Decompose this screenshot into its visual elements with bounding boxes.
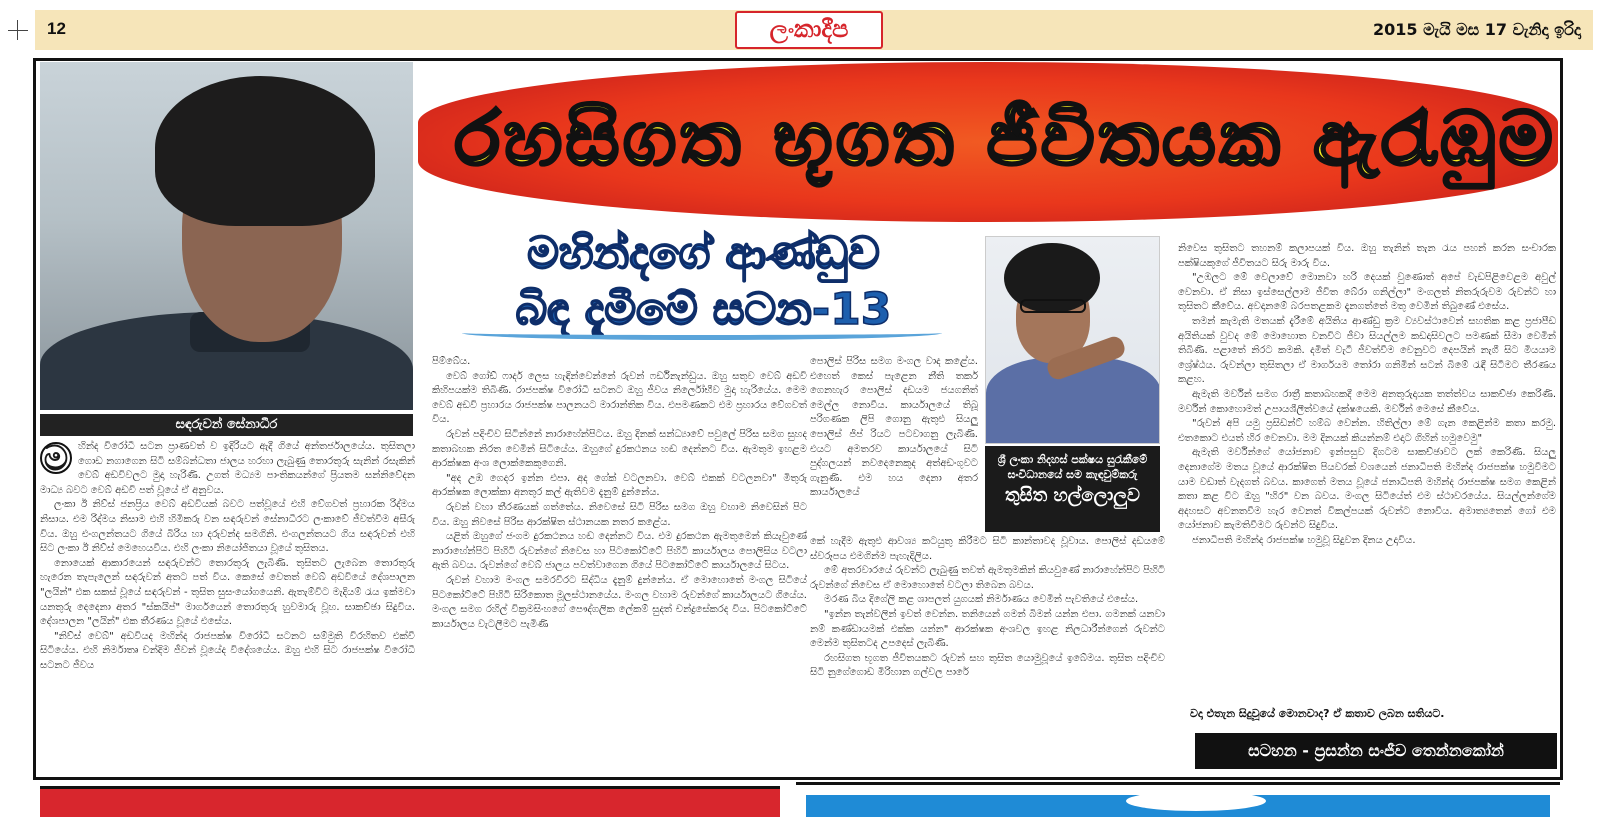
page-number: 12 xyxy=(47,19,66,38)
paragraph: පොලිස් පිරිස සමග මංගල වාද කළේය. එහෙත් කෙස් පැළෙන නීති තර්ක ගෙනහැර පොලිස් දඩයම ජයගනිත් මෙල්ල නොවීය. කාර්යාලයේ තිබූ පරිගණක ලිපි ගොනු ඇතුළු සියලු පොලිස් ජිප් රියට පටවාගනු ලැබිණි. එයට අමතරව කාර්යාලයේ සිටි පුද්ගලයන් නවදෙනෙකුද අත්අඩංගුවට ගැනුණි. එම හය දෙනා අතර කාර්යාලයේ xyxy=(810,356,978,499)
subheadline-line-2: බිඳ දැමීමේ සටන-13 xyxy=(515,284,892,335)
page-header xyxy=(35,10,1593,50)
paragraph: ඇමැති මර්වින්ගේ යෝජනාව ඉන්පසුව දිගටම සාකච්ඡාවට ලක් කෙරිණි. සියලු දෙනාගේම මතය වූයේ ආරක්ෂිත පියවරක් වශයෙන් ජනාධිපති මහින්ද රාජපක්ෂ හමුවීමට යාම වඩාත් වැදගත් බවය. කාගෙත් මතය වූයේ ජනාධිපති මහින්ද රාජපක්ෂ සමග කෙළින් කතා කළ විට ඔහු "හිර" වන බවය. මංගල සිටියේත් එම ස්ථාවරයේය. සියල්ලන්ගේම අදහසට අවනතවීම හැර වෙනත් විකල්පයක් රුවන්ට නොවීය. අමාත්‍යතෙන් ගෝ එම යෝජනාව කැමතිවීමට රුවන්ට සිදුවිය. xyxy=(1178,447,1556,532)
article-column-4 xyxy=(1178,242,1556,728)
paragraph: රුවන් වහාම මංගල සමරවීරට සිද්ධිය දැනුම් දුන්නේය. ඒ මොහොතේ මංගල සිටියේ පිටකෝට්ටේ පිහිටි සිරිකොත මූලස්ථානයේය. මංගල වහාම රුවන්ගේ කාර්යාලයට ගියේය. මංගල සමග රහිල් වික්‍රමසිංහගේ පෞද්ගලික ලේකම් සුදත් චන්ද්‍රසේකරද විය. පිටකෝට්ටේ කාර්යාලය වැටලීමට පැමිණි xyxy=(432,574,807,630)
issue-date: 2015 මැයි මස 17 වැනිදා ඉරිදා xyxy=(1373,20,1581,39)
paragraph: පිම්බේය. xyxy=(432,356,471,367)
article-conclusion: වදා එතැන සිදුවූයේ මොනවාද? ඒ කතාව ලබන සතියට. xyxy=(1190,707,1445,720)
paragraph: යළිත් ඔහුගේ ජංගම දුරකථනය හඬ දෙන්නට විය. එම දුරකථන ඇමතුමෙන් කියැවුණේ නාරාහේන්පිට පිහිටි රුවන්ගේ නිවෙස හා පිටකෝට්ටේ පිහිටි කාර්යාලය පොලිසිය වටලා ඇති බවය. රුවන්ගේ වෙබ් ජාලය පවත්වාගෙන ගියේ පිටකෝට්ටේ කාර්යාලයේ සිටය. xyxy=(432,531,807,572)
article-column-2 xyxy=(432,355,807,778)
newspaper-logo: ලංකාදීප xyxy=(735,11,883,49)
photo-caption-right xyxy=(985,446,1160,532)
article-column-3-top xyxy=(810,355,978,532)
subheadline-line-1: මහින්දගේ ආණ්ඩුව xyxy=(527,228,880,279)
paragraph: මේ අතරවාරයේ රුවන්ට ලැබුණු තවත් ඇමතුමකින් කියවුණේ නාරාහේන්පිට පිහිටි රුවන්ගේ නිවෙස ඒ මොහොතේ වටලා තිබෙන බවය. xyxy=(810,565,1165,591)
crop-mark xyxy=(8,20,28,40)
paragraph: රුවන් පදිංචිව සිටින්නේ නාරාහේන්පිටය. ඔහු දිනක් සන්ධ්‍යාවේ පවුලේ පිරිස සමග සුහද කතාබහක නිරත වෙමින් සිටියේය. ඔහුගේ දුරකථනය හඬ දෙන්නට විය. ඇමතුම ඉහළම ආරක්ෂක අංශ ලොක්කෙකුගෙනි. xyxy=(432,428,807,470)
article-column-1 xyxy=(40,440,415,778)
paragraph: හින්ද විරෝධී සටන ප්‍රාණවත් ව ඉදිරියට ඇදී ගියේ අන්තර්ජාලයේය. තුසිතලා ගොඩ නගාගෙන සිටි සම්බන්ධතා ජාලය හරහා ලැබුණු තොරතුරු සැනින් රසැකින් වෙබ් අඩවිවලට මුදා හැරිණි. උගත් මධ්‍යම පාංතිකයන්ගේ ප්‍රියතම සන්නිවේදන මාධ්‍ය බවට වෙබ් අඩවි පත් වූයේ ඒ අනුවය. xyxy=(40,441,415,496)
portrait-photo-left xyxy=(40,62,413,410)
paragraph: ලංකා ඊ නිව්ස් ජනප්‍රිය වෙබ් අඩවියක් බවට පත්වූයේ එහි වේගවත් ප්‍රහාරක රිද්මය නිසාය. එම රිද්මය නිසාම එහි හිමිකරු වන සඳරුවන් සේනාධීරට ලංකාවේ ජීවත්වීම අසීරු විය. ඔහු එංගලන්තයට ගියේ බිරිය හා දරුවන්ද සමගිනි. එංගලන්තයට ගිය සඳරුවන් එහි සිට ලංකා ඊ නිව්ස් මෙහෙයවීය. එහි ලංකා නියෝජිතයා වූයේ තුසිතය. xyxy=(40,499,415,555)
caption-name: තුසිත හල්ලොලුව xyxy=(1005,485,1140,506)
caption-role: ශ්‍රී ලංකා නිදහස් පක්ෂය සුරැකීමේ සංවිධානයේ සම කැඳවුම්කරු xyxy=(997,453,1148,481)
photo-caption-left: සඳරුවන් සේනාධීර xyxy=(40,414,413,436)
paragraph: "උඹලට මේ වෙලාවේ මොනවා හරි දෙයක් වුණොත් අපේ වැඩපිළිවෙළම අවුල් වෙනවා. ඒ නිසා ඉස්සෙල්ලාම ජීවිත බේරා ගනිල්ලා" මංගලත් නිතරුරුවම රුවන්ට හා තුසිතට කීවේය. අවදානමේ බරපතළකම දැනගත්තේ මතු වෙමින් තිබුණේ එසේය. xyxy=(1178,272,1556,313)
paragraph: රහසිගත භූගත ජීවිතයකට රුවන් සහ තුසිත යොමුවූයේ ඉබේමය. තුසිත පදිංචිව සිටි නුගේගොඩ මිරිහාන ගල්වල පාරේ xyxy=(810,652,1165,679)
article-column-3-bottom xyxy=(810,535,1165,778)
paragraph: වෙබ් ගෝඩ් ෆාදර් ලෙස හැඳින්වෙන්නේ රුවන් ෆර්ඩිනැන්ඩුය. ඔහු සතුව වෙබ් අඩවි කිහිපයක්ම තිබිණි. රාජපක්ෂ විරෝධී සටනට ඔහු ජීවය නිර්ලෝභීව මුදා හැරියේය. මෙම වෙබ් අඩවි ප්‍රහාරය රාජපක්ෂ පාලනයට මාරාන්තික විය. එපමණකට එම ප්‍රහාරය වේගවත් විය. xyxy=(432,370,807,426)
paragraph: ඇමැති මර්වින් සමග රාත්‍රී කතාබහකදී මෙම අනතුරුදායක තත්ත්වය සාකච්ඡා කෙරිණි. මර්වින් කොහොමත් උපායශීලීත්වයේ දක්ෂයෙකි. මර්වින් මෙසේ කීවේය. xyxy=(1178,388,1556,415)
paragraph: "අද උඹ ගෙදර ඉන්න එපා. අද ගේක් වටලනවා. වෙබ් එකක් වටලනවා" මිතුරු ආරක්ෂක ලොක්කා අනතුර කල් ඇතිවම දැනුම් දුන්නේය. xyxy=(432,472,807,499)
byline: සටහන - ප්‍රසන්න සංජීව තෙන්නකෝන් xyxy=(1195,733,1557,769)
paragraph: නොයෙක් ආකාරයෙන් සඳරුවන්ට තොරතුරු ලැබිණි. තුසිතට ලැබෙන තොරතුරු හැරෙන තැපැලෙන් සඳරුවන් අතට පත් විය. කෙසේ වෙතත් වෙබ් අඩවියේ දේශපාලන "ලයින්" එක සකස් වූයේ සඳරුවන් - තුසිත සුසංයෝගයෙනි. ඇතැම්විට මැදියම් රැය ඉක්මවා යනතුරු දෙදෙනා අතර "ස්කයිප්" මාර්ගයෙන් තොරතුරු හුවමාරු වූහ. සාකච්ඡා සිදුවිය. දේශපාලන "ලයින්" එක තීරණය වූයේ එසේය. xyxy=(40,557,415,628)
paragraph: තමන් කැමැති මතයක් දැරීමේ අයිතිය ආණ්ඩු ක්‍රම ව්‍යවස්ථාවෙන් සහතික කළ ප්‍රජාපීඩ අයිතියක් වුවද මේ මොහොත වනවිට ජීවා සියල්ලම කඩදාසිවලට පමණක් සීමා වෙමින් තිබිණි. පළාතේ නිරට කමකි. දමිත් වැටී ජීවත්වීම වෙනුවට දෙපයින් නැගී සිට මියයාම ශ්‍රේෂ්ඨය. රුවන්ලා තුසිතලා ඒ මාර්ගයම තෝරා ගනිමින් සටන් බිමේ රැඳී සිටීමට තීරණය කළහ. xyxy=(1178,315,1556,386)
paragraph: නිවෙස තුසිතට තහනම් කලාපයක් විය. ඔහු තැනින් තැන රැය පහන් කරන සංචාරක පක්ෂියකුගේ ජීවිතයට සිරු මාරු විය. xyxy=(1178,243,1556,269)
paragraph: "නිව්ස් වෙබ්" අඩවියද මහින්ද රාජපක්ෂ විරෝධී සටනට සම්මුති විරහිතව එක්වී සිටියේය. එහි නිර්මාතෘ චන්දිම ජීවන් වූයේද විදේශයේය. ඔහු එහි සිට රාජපක්ෂ විරෝධී සටනට ජීවය xyxy=(40,630,415,671)
paragraph: කේ හැදීම ඇතුළු ආවශ්‍ය කටයුතු කිරීමට සිටි කාන්තාවද වූවාය. පොලිස් දඩයමේ ස්වරූපය එමගින්ම පැහැදිලිය. xyxy=(810,536,1165,562)
paragraph: මරණ බිය දිගේලි කළ ශාපලත් යුගයක් නිර්මාණය වෙමින් පැවතියේ එසේය. xyxy=(824,594,1139,606)
paragraph: රුවන් වහා තීරණයක් ගත්තේය. නිවෙසේ සිටි පිරිස සමග ඔහු වහාම නිවෙසින් පිට විය. ඔහු නිවසේ පිරිස ආරක්ෂිත ස්ථානයක නතර කළේය. xyxy=(432,501,807,528)
next-article-banner-blue xyxy=(796,782,1560,817)
subheadline xyxy=(432,226,975,351)
paragraph: "රුවන් අපි යමු ප්‍රසිඩන්ට් හම්බ වෙන්න. හිතිල්ලා මේ ගැන කෙළින්ම කතා කරමු. එතකොට එයත් හිර වෙනවා. මම දිනයක් කියන්නම් එදාට ගිහින් හමුවෙමු" xyxy=(1178,418,1556,444)
drop-cap: ම xyxy=(40,442,72,474)
paragraph: ජනාධිපති මහින්ද රාජපක්ෂ හමුවූ සිදුවන දිනය උදාවිය. xyxy=(1192,534,1416,546)
swoosh-decoration xyxy=(462,326,942,340)
paragraph: "ඉන්න තැන්වලින් ඉවත් වෙන්න. තනියෙන් ගමන් බිමන් යන්න එපා. ගමනක් යනවා නම් කණ්ඩායමක් එක්ක යන්න" ආරක්ෂක අංශවල ඉහළ නිලධාරීන්ගෙන් රුවන්ට මෙන්ම තුසිතටද උපදෙස් ලැබිණි. xyxy=(810,608,1165,650)
next-article-banner-red xyxy=(40,786,780,817)
main-headline: රහසිගත භූගත ජීවිතයක ඇරැඹුම xyxy=(455,96,1557,182)
portrait-photo-right xyxy=(985,236,1160,444)
